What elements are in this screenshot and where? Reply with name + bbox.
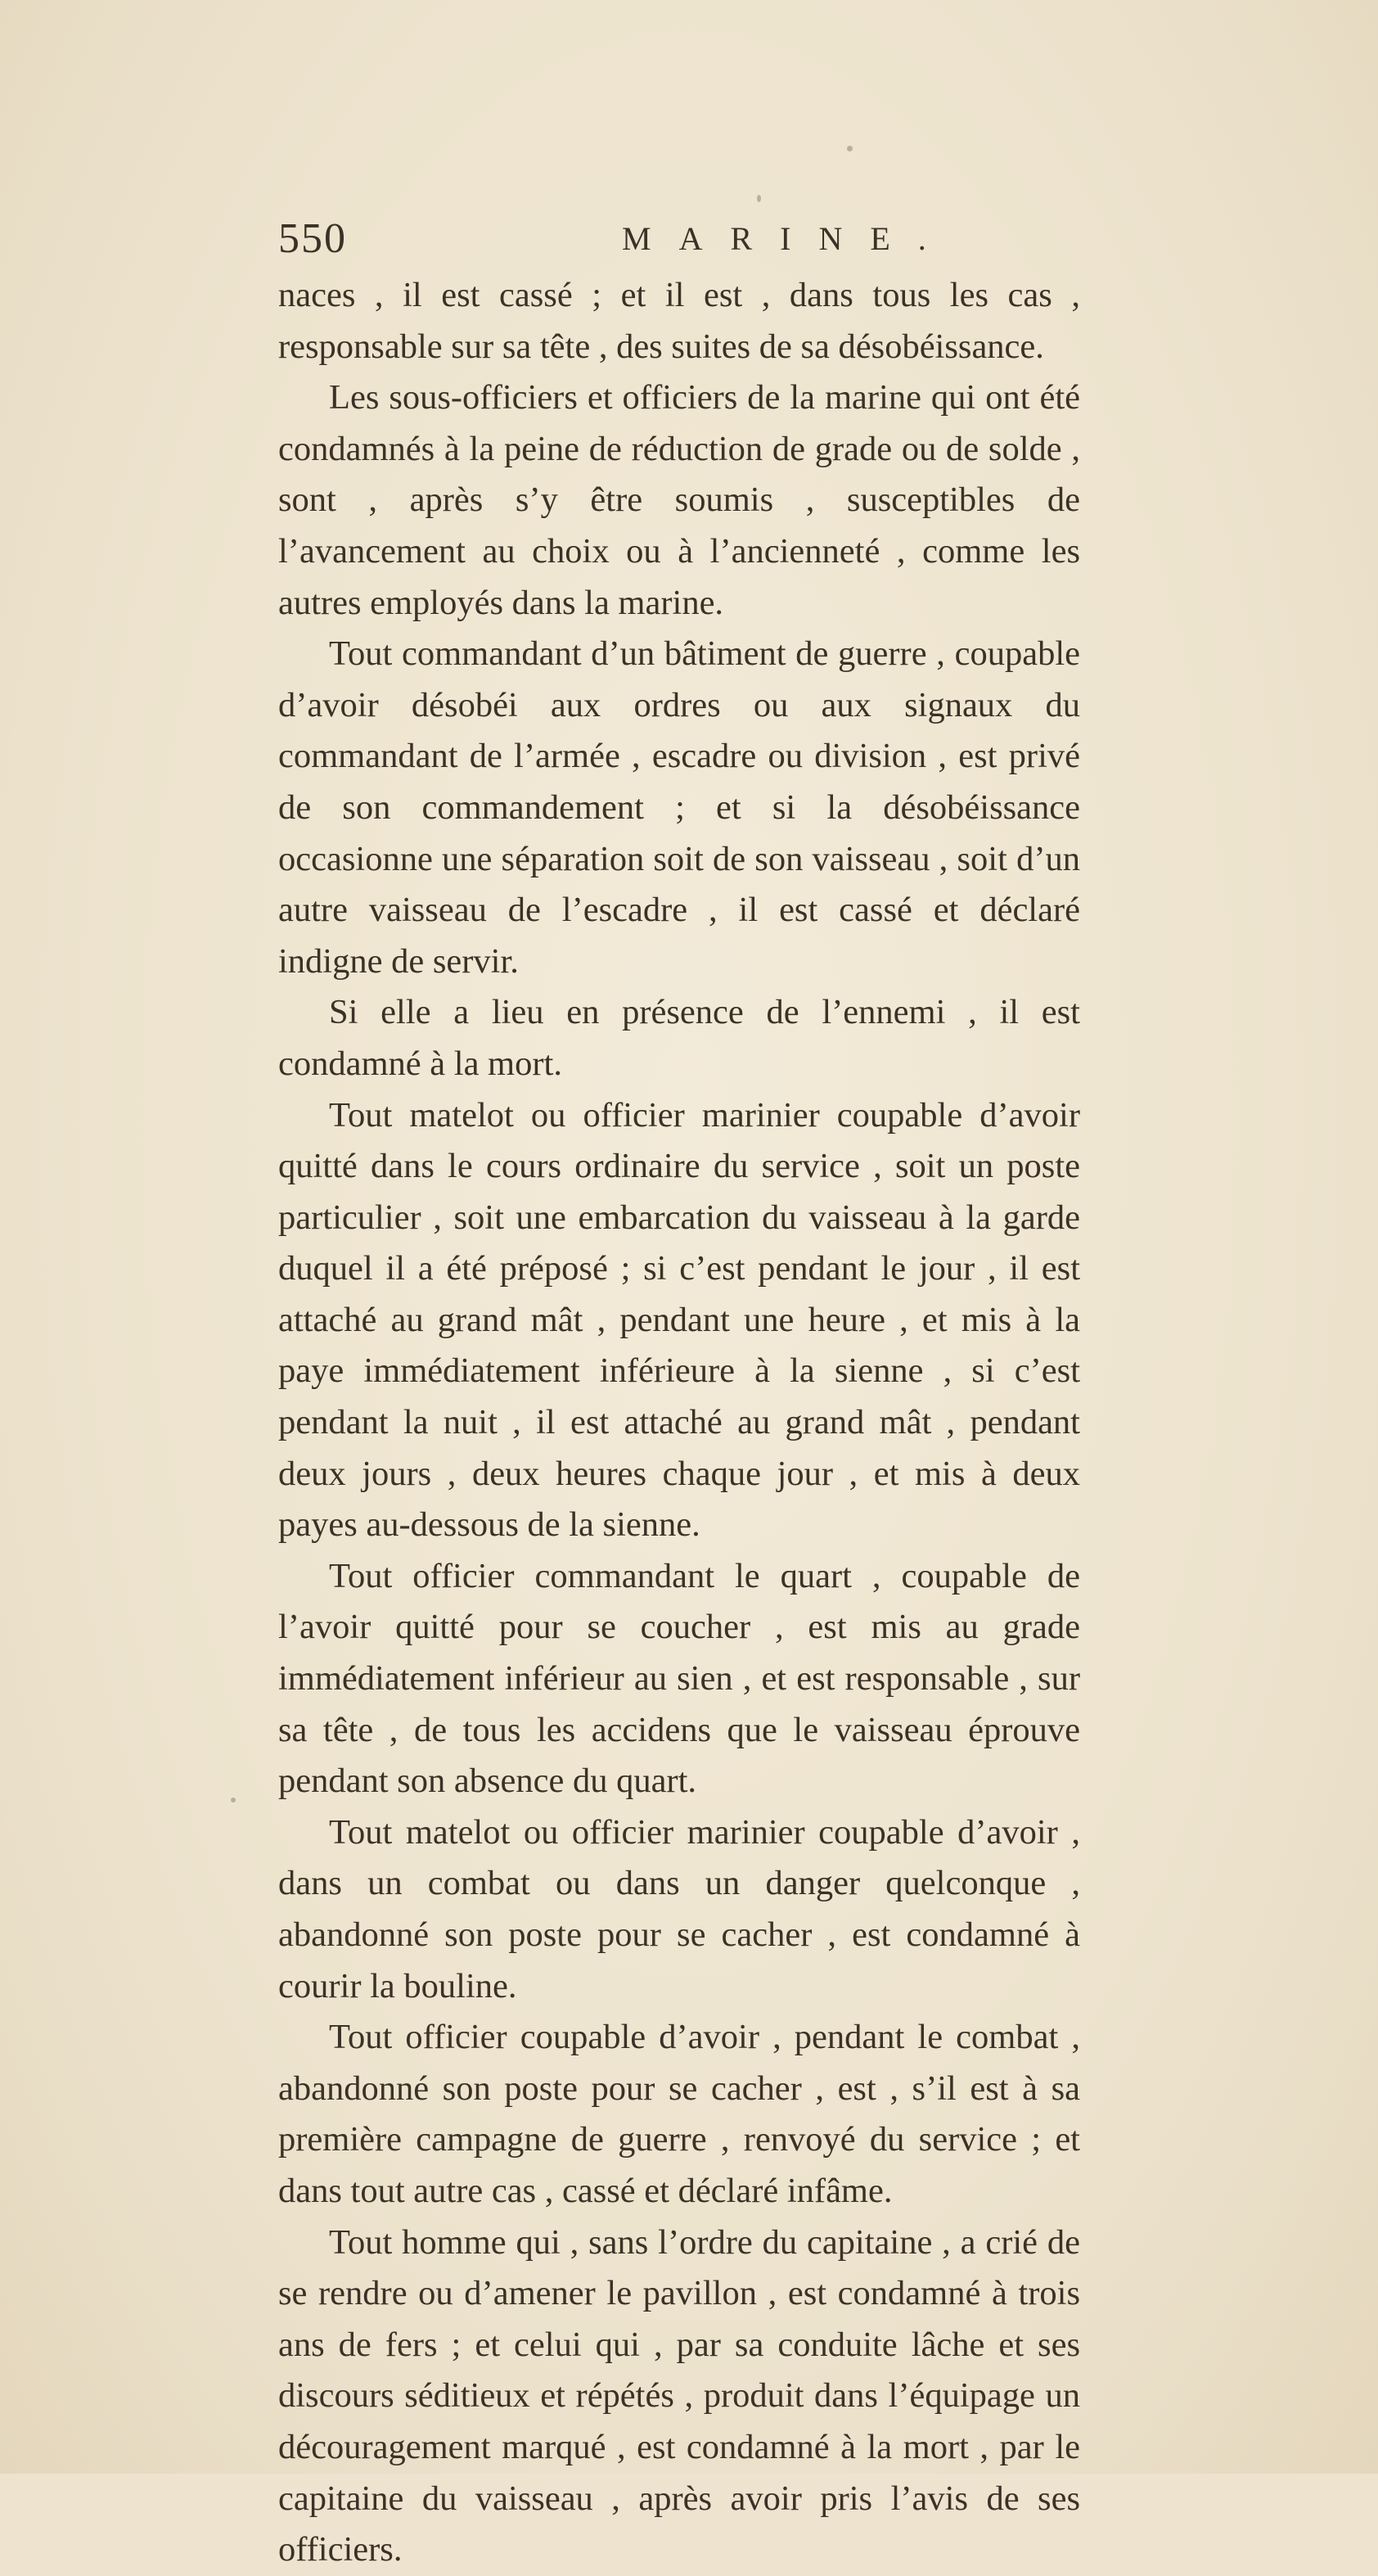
paragraph: Si elle a lieu en présence de l’ennemi , il est condamné à la mort. bbox=[278, 993, 1080, 1083]
paragraph: Les sous-officiers et officiers de la marine qui ont été condamnés à la peine de réduction de grade ou de solde , sont , après s’y être soumis , susceptibles de l’avancement au choix ou à l’ancienneté , comme les autres employés dans la marine. bbox=[278, 378, 1080, 622]
paragraph: Tout commandant d’un bâtiment de guerre , coupable d’avoir désobéi aux ordres ou aux signaux du commandant de l’armée , escadre ou division , est privé de son commandement ; et si la désobéissance occasionne une séparation soit de son vaisseau , soit d’un autre vaisseau de l’escadre , il est cassé et déclaré indigne de servir. bbox=[278, 634, 1080, 981]
page-number: 550 bbox=[278, 215, 347, 262]
paper-speck bbox=[847, 146, 853, 151]
paragraph: Tout matelot ou officier marinier coupable d’avoir , dans un combat ou dans un danger quelconque , abandonné son poste pour se cacher , est condamné à courir la bouline. bbox=[278, 1812, 1080, 2005]
paragraph: Tout officier coupable d’avoir , pendant le combat , abandonné son poste pour se cacher , est , s’il est à sa première campagne de guerre , renvoyé du service ; et dans tout autre cas , cassé et déclaré infâme. bbox=[278, 2018, 1080, 2210]
paragraph: Tout homme qui , sans l’ordre du capitaine , a crié de se rendre ou d’amener le pavillon , est condamné à trois ans de fers ; et celui qui , par sa conduite lâche et ses discours séditieux et répétés , produit dans l’équipage un découragement marqué , est condamné à la mort , par le capitaine du vaisseau , après avoir pris l’avis de ses officiers. bbox=[278, 2222, 1080, 2569]
paper-speck bbox=[231, 1798, 236, 1802]
paragraph: Tout matelot ou officier marinier coupable d’avoir quitté dans le cours ordinaire du service , soit un poste particulier , soit une embarcation du vaisseau à la garde duquel il a été préposé ; si c’est pendant le jour , il est attaché au grand mât , pendant une heure , et mis à la paye immédiatement inférieure à la sienne , si c’est pendant la nuit , il est attaché au grand mât , pendant deux jours , deux heures chaque jour , et mis à deux payes au-dessous de la sienne. bbox=[278, 1095, 1080, 1545]
running-title: MARINE. bbox=[622, 220, 954, 257]
paragraph: Tout officier commandant le quart , coupable de l’avoir quitté pour se coucher , est mis au grade immédiatement inférieur au sien , et est responsable , sur sa tête , de tous les accidens que le vaisseau éprouve pendant son absence du quart. bbox=[278, 1556, 1080, 1801]
paper-speck bbox=[757, 195, 761, 202]
body-text bbox=[278, 270, 1080, 2576]
paragraph: naces , il est cassé ; et il est , dans tous les cas , responsable sur sa tête , des suites de sa désobéissance. bbox=[278, 276, 1080, 366]
page-header bbox=[278, 214, 1097, 272]
